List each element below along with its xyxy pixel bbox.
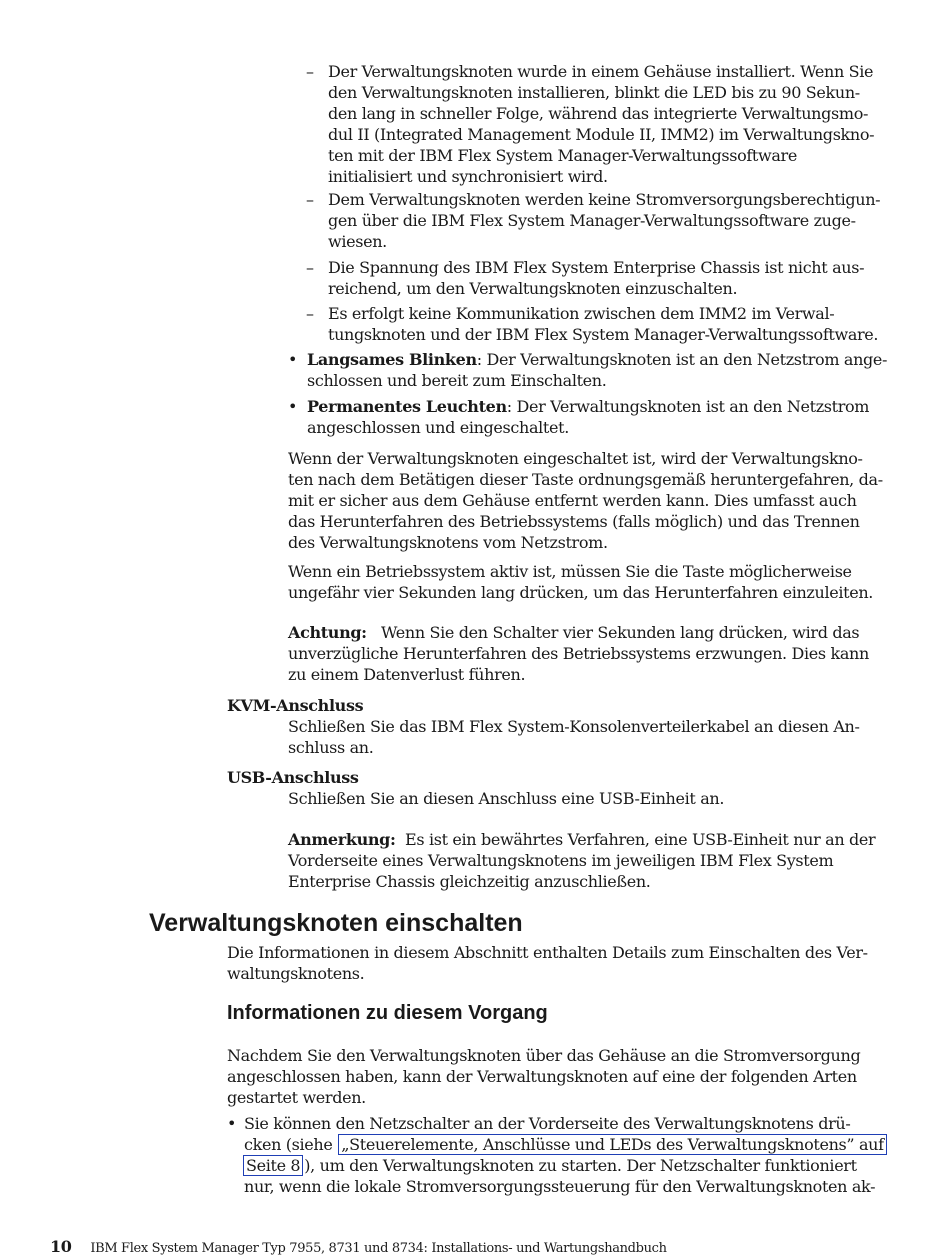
bullet-term: Langsames Blinken (307, 350, 477, 369)
text-line: schluss an. (288, 738, 374, 757)
text-line: angeschlossen und eingeschaltet. (307, 418, 569, 437)
term-label: KVM-Anschluss (227, 696, 364, 715)
text-line (307, 349, 887, 370)
footer (50, 1236, 667, 1257)
kvm-term (227, 695, 363, 716)
text-line: gestartet werden. (227, 1088, 366, 1107)
text-line: tungsknoten und der IBM Flex System Manager-Verwaltungssoftware. (328, 325, 879, 344)
attention-notice (288, 622, 869, 685)
section-heading: Verwaltungsknoten einschalten (149, 909, 523, 937)
text-line: den Verwaltungsknoten installieren, blinkt die LED bis zu 90 Sekun- (328, 83, 860, 102)
attention-label: Achtung: (288, 623, 367, 642)
text-line: Dem Verwaltungsknoten werden keine Stromversorgungsberechtigun- (328, 190, 881, 209)
text-line: schlossen und bereit zum Einschalten. (307, 371, 607, 390)
text-line: unverzügliche Herunterfahren des Betriebssystems erzwungen. Dies kann (288, 644, 869, 663)
text-line: das Herunterfahren des Betriebssystems (falls möglich) und das Trennen (288, 512, 860, 531)
paragraph (288, 561, 873, 603)
text-line: reichend, um den Verwaltungsknoten einzuschalten. (328, 279, 738, 298)
dash-marker: – (306, 62, 314, 81)
text-span: : Der Verwaltungsknoten ist an den Netzstrom ange- (476, 350, 888, 369)
text-line (288, 829, 875, 850)
bullet-marker: • (288, 350, 298, 369)
text-line (242, 1155, 888, 1176)
dash-marker: – (306, 304, 314, 323)
note (288, 829, 875, 892)
paragraph (288, 448, 883, 553)
text-line: den lang in schneller Folge, während das integrierte Verwaltungsmo- (328, 104, 869, 123)
text-line: initialisiert und synchronisiert wird. (328, 167, 608, 186)
text-line: angeschlossen haben, kann der Verwaltungsknoten auf eine der folgenden Arten (227, 1067, 857, 1086)
term-label: USB-Anschluss (227, 768, 359, 787)
text-line: waltungsknotens. (227, 964, 365, 983)
bullet-term: Permanentes Leuchten (307, 397, 507, 416)
text-line: Die Spannung des IBM Flex System Enterprise Chassis ist nicht aus- (328, 258, 865, 277)
text-line: Vorderseite eines Verwaltungsknotens im jeweiligen IBM Flex System (288, 851, 834, 870)
text-line: Es erfolgt keine Kommunikation zwischen dem IMM2 im Verwal- (328, 304, 835, 323)
text-line: nur, wenn die lokale Stromversorgungssteuerung für den Verwaltungsknoten ak- (244, 1177, 876, 1196)
text-line (288, 622, 869, 643)
text-line: ten nach dem Betätigen dieser Taste ordnungsgemäß heruntergefahren, da- (288, 470, 883, 489)
subsection-heading: Informationen zu diesem Vorgang (227, 1002, 548, 1024)
text-line: Schließen Sie an diesen Anschluss eine USB-Einheit an. (288, 789, 725, 808)
cross-reference-link[interactable]: „Steuerelemente, Anschlüsse und LEDs des Verwaltungsknotens” auf (338, 1134, 886, 1155)
page-number: 10 (50, 1237, 72, 1256)
cross-reference-link-page[interactable]: Seite 8 (243, 1155, 303, 1176)
text-line: Wenn der Verwaltungsknoten eingeschaltet ist, wird der Verwaltungskno- (288, 449, 863, 468)
bullet-marker: • (227, 1114, 237, 1133)
text-span: cken (siehe (244, 1135, 338, 1154)
note-label: Anmerkung: (288, 830, 396, 849)
text-span: ), um den Verwaltungsknoten zu starten. Der Netzschalter funktioniert (304, 1156, 857, 1175)
text-line: Wenn ein Betriebssystem aktiv ist, müssen Sie die Taste möglicherweise (288, 562, 852, 581)
text-line: gen über die IBM Flex System Manager-Verwaltungssoftware zuge- (328, 211, 856, 230)
text-line: wiesen. (328, 232, 387, 251)
text-line: Der Verwaltungsknoten wurde in einem Gehäuse installiert. Wenn Sie (328, 62, 874, 81)
section-intro (227, 942, 868, 984)
kvm-description (288, 716, 860, 758)
text-line: zu einem Datenverlust führen. (288, 665, 526, 684)
text-line: mit er sicher aus dem Gehäuse entfernt werden kann. Dies umfasst auch (288, 491, 857, 510)
text-span: Es ist ein bewährtes Verfahren, eine USB-Einheit nur an der (405, 830, 876, 849)
bullet-marker: • (288, 397, 298, 416)
text-line: Enterprise Chassis gleichzeitig anzuschließen. (288, 872, 651, 891)
text-line: dul II (Integrated Management Module II, IMM2) im Verwaltungskno- (328, 125, 875, 144)
text-line: Nachdem Sie den Verwaltungsknoten über das Gehäuse an die Stromversorgung (227, 1046, 861, 1065)
text-line: ten mit der IBM Flex System Manager-Verwaltungssoftware (328, 146, 797, 165)
text-line: ungefähr vier Sekunden lang drücken, um das Herunterfahren einzuleiten. (288, 583, 874, 602)
text-line: des Verwaltungsknotens vom Netzstrom. (288, 533, 608, 552)
text-line: Sie können den Netzschalter an der Vorderseite des Verwaltungsknotens drü- (244, 1114, 851, 1133)
text-span: : Der Verwaltungsknoten ist an den Netzstrom (506, 397, 870, 416)
subsection-intro (227, 1045, 860, 1108)
dash-marker: – (306, 190, 314, 209)
usb-term (227, 767, 359, 788)
text-line: Schließen Sie das IBM Flex System-Konsolenverteilerkabel an diesen An- (288, 717, 860, 736)
text-span: Wenn Sie den Schalter vier Sekunden lang drücken, wird das (380, 623, 860, 642)
text-line (307, 396, 869, 417)
footer-text: IBM Flex System Manager Typ 7955, 8731 und 8734: Installations- und Wartungshandbuch (90, 1241, 667, 1256)
usb-description (288, 788, 724, 809)
dash-marker: – (306, 258, 314, 277)
text-line (244, 1134, 888, 1155)
text-line: Die Informationen in diesem Abschnitt enthalten Details zum Einschalten des Ver- (227, 943, 868, 962)
